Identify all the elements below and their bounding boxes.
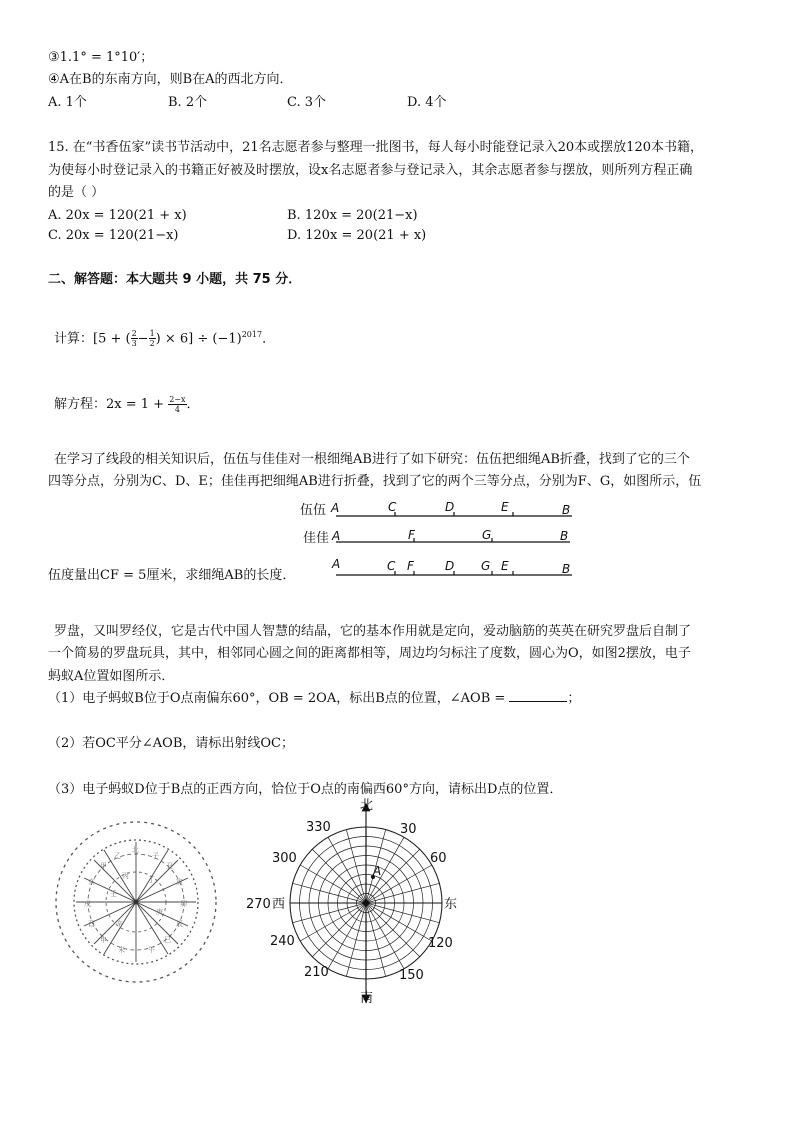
- name-jiajia: 佳佳: [303, 531, 330, 546]
- compass-ray: [300, 865, 366, 903]
- svg-text:戌: 戌: [84, 900, 91, 908]
- q19-part2: （2）若OC平分∠AOB，请标出射线OC；: [48, 736, 294, 751]
- q16-minus: −: [137, 331, 149, 347]
- q19-part1-end: ；: [567, 691, 581, 706]
- svg-text:子: 子: [152, 852, 159, 860]
- label-a: A: [373, 864, 382, 878]
- label-330: 330: [306, 820, 331, 835]
- row2-label-b: B: [560, 529, 569, 543]
- svg-text:亥: 亥: [88, 878, 95, 886]
- label-150: 150: [399, 968, 424, 983]
- q15-option-c: C. 20x = 120(21−x): [48, 228, 179, 243]
- q16-expression: [54, 327, 275, 348]
- segment-diagram: [290, 496, 590, 582]
- svg-text:丑: 丑: [166, 862, 173, 870]
- name-wuwu: 伍伍: [300, 503, 327, 518]
- compass-ray: [300, 903, 366, 941]
- svg-text:巳: 巳: [164, 936, 171, 944]
- q16-fraction-1-num: 2: [131, 329, 137, 339]
- compass-ray: [366, 883, 439, 903]
- compass-ray: [346, 830, 366, 903]
- svg-text:申: 申: [100, 936, 107, 944]
- row3-label-d: D: [445, 559, 455, 573]
- row1-label-a: A: [331, 501, 340, 515]
- svg-text:乙: 乙: [114, 852, 121, 860]
- svg-text:辛: 辛: [116, 920, 123, 928]
- q14-option-c: C. 3个: [287, 95, 327, 110]
- svg-text:壬: 壬: [110, 890, 117, 898]
- row3-label-a: A: [332, 557, 341, 571]
- label-300: 300: [272, 851, 297, 866]
- compass-ray: [328, 903, 366, 969]
- q14-option-d: D. 4个: [407, 95, 447, 110]
- q14-item4: ④A在B的东南方向，则B在A的西北方向．: [48, 72, 293, 87]
- q14-item3: ③1.1° = 1°10′；: [48, 50, 154, 65]
- svg-text:庚: 庚: [156, 908, 163, 916]
- section-heading: 二、解答题：本大题共 9 小题，共 75 分．: [48, 272, 302, 287]
- q14-option-b: B. 2个: [168, 95, 208, 110]
- row2-label-g: G: [482, 528, 492, 542]
- q15-option-a: A. 20x = 120(21 + x): [48, 208, 187, 223]
- q15-option-b: B. 120x = 20(21−x): [287, 208, 418, 223]
- row2-label-a: A: [332, 529, 341, 543]
- label-east: 东: [444, 897, 458, 912]
- svg-text:卯: 卯: [180, 900, 187, 908]
- q16-prefix: 计算：[5 + (: [54, 331, 131, 347]
- q17-fraction-num: 2−x: [169, 395, 186, 404]
- compass-ray: [366, 903, 439, 923]
- row1-label-c: C: [388, 500, 397, 514]
- label-north: 北: [360, 798, 374, 813]
- q18-line1: 在学习了线段的相关知识后，伍伍与佳佳对一根细绳AB进行了如下研究：伍伍把细绳AB折叠，找到了它的三个: [54, 452, 690, 467]
- svg-text:辰: 辰: [176, 920, 183, 928]
- luopan-photo: [52, 818, 222, 988]
- q17-end: ．: [186, 397, 200, 412]
- row2-label-f: F: [408, 528, 415, 542]
- label-30: 30: [400, 822, 417, 837]
- q17-fraction-den: 4: [174, 405, 180, 414]
- compass-ray: [366, 837, 404, 903]
- label-120: 120: [428, 936, 453, 951]
- answer-blank[interactable]: [509, 690, 567, 702]
- compass-ray: [366, 903, 404, 969]
- q16-suffix: ) × 6] ÷ (−1): [155, 331, 242, 347]
- q19-part1-text: （1）电子蚂蚁B位于O点南偏东60°，OB = 2OA，标出B点的位置，∠AOB =: [48, 691, 510, 706]
- compass-figure: [244, 796, 466, 1012]
- compass-ray: [328, 837, 366, 903]
- label-south: 南: [360, 991, 374, 1006]
- compass-ray: [312, 903, 366, 957]
- q19-line2: 一个简易的罗盘玩具，其中，相邻同心圆之间的距离都相等，周边均匀标注了度数，圆心为O，如图2摆放，电子: [48, 646, 691, 661]
- row1-label-e: E: [501, 500, 509, 514]
- label-240: 240: [270, 934, 295, 949]
- q17-equation: [54, 395, 200, 414]
- q18-line3: 伍度量出CF = 5厘米，求细绳AB的长度．: [48, 568, 296, 583]
- q19-line3: 蚂蚁A位置如图所示．: [48, 669, 175, 684]
- compass-ray: [366, 903, 432, 941]
- q19-line1: 罗盘，又叫罗经仪，它是古代中国人智慧的结晶，它的基本作用就是定向，爱动脑筋的英英在研究罗盘后自制了: [54, 624, 692, 639]
- row3-label-e: E: [501, 559, 509, 573]
- label-270: 270: [246, 897, 271, 912]
- compass-ray: [293, 903, 366, 923]
- svg-text:酉: 酉: [88, 920, 95, 928]
- q15-line2: 为使每小时登记录入的书籍正好被及时摆放，设x名志愿者参与登记录入，其余志愿者参与摆放，则所列方程正确: [48, 163, 693, 178]
- svg-text:未: 未: [118, 946, 125, 954]
- q16-fraction-2-num: 1: [149, 329, 155, 339]
- q19-part3: （3）电子蚂蚁D位于B点的正西方向，恰位于O点的南偏西60°方向，请标出D点的位置．: [48, 782, 563, 797]
- center-o: [363, 900, 369, 906]
- compass-ray: [366, 903, 386, 976]
- q16-fraction-2: [149, 329, 156, 348]
- svg-text:午: 午: [148, 946, 155, 954]
- compass-ray: [293, 883, 366, 903]
- compass-ray: [366, 903, 420, 957]
- label-60: 60: [430, 851, 447, 866]
- q15-line3: 的是（ ）: [48, 185, 105, 200]
- row3-label-f: F: [407, 559, 414, 573]
- q18-line2: 四等分点，分别为C、D、E；佳佳再把细绳AB进行折叠，找到了它的两个三等分点，分别为F、G，如图所示，伍: [48, 474, 702, 489]
- q14-option-a: A. 1个: [48, 95, 87, 110]
- svg-text:丁: 丁: [148, 876, 155, 884]
- label-west: 西: [272, 897, 286, 912]
- row3-label-b: B: [562, 562, 571, 576]
- q15-line1: 15. 在“书香伍家”读书节活动中，21名志愿者参与整理一批图书，每人每小时能登记录入20本或摆放120本书籍，: [48, 140, 703, 155]
- svg-text:寅: 寅: [176, 878, 183, 886]
- label-210: 210: [304, 965, 329, 980]
- svg-text:甲: 甲: [100, 862, 107, 870]
- q16-end: ．: [262, 331, 276, 347]
- svg-text:丙: 丙: [122, 872, 129, 880]
- compass-ray: [346, 903, 366, 976]
- q16-fraction-2-den: 2: [149, 339, 155, 349]
- q17-fraction: [168, 395, 186, 414]
- row1-label-b: B: [562, 503, 571, 517]
- q16-fraction-1-den: 3: [131, 339, 137, 349]
- q16-exponent: 2017: [241, 330, 263, 339]
- row3-label-g: G: [481, 559, 491, 573]
- q15-option-d: D. 120x = 20(21 + x): [287, 228, 427, 243]
- q17-prefix: 解方程：2x = 1 +: [54, 397, 169, 412]
- q16-fraction-1: [131, 329, 138, 348]
- svg-text:北: 北: [132, 846, 139, 854]
- row1-label-d: D: [445, 500, 455, 514]
- q19-part1: [48, 690, 580, 707]
- compass-ray: [312, 849, 366, 903]
- row3-label-c: C: [387, 559, 396, 573]
